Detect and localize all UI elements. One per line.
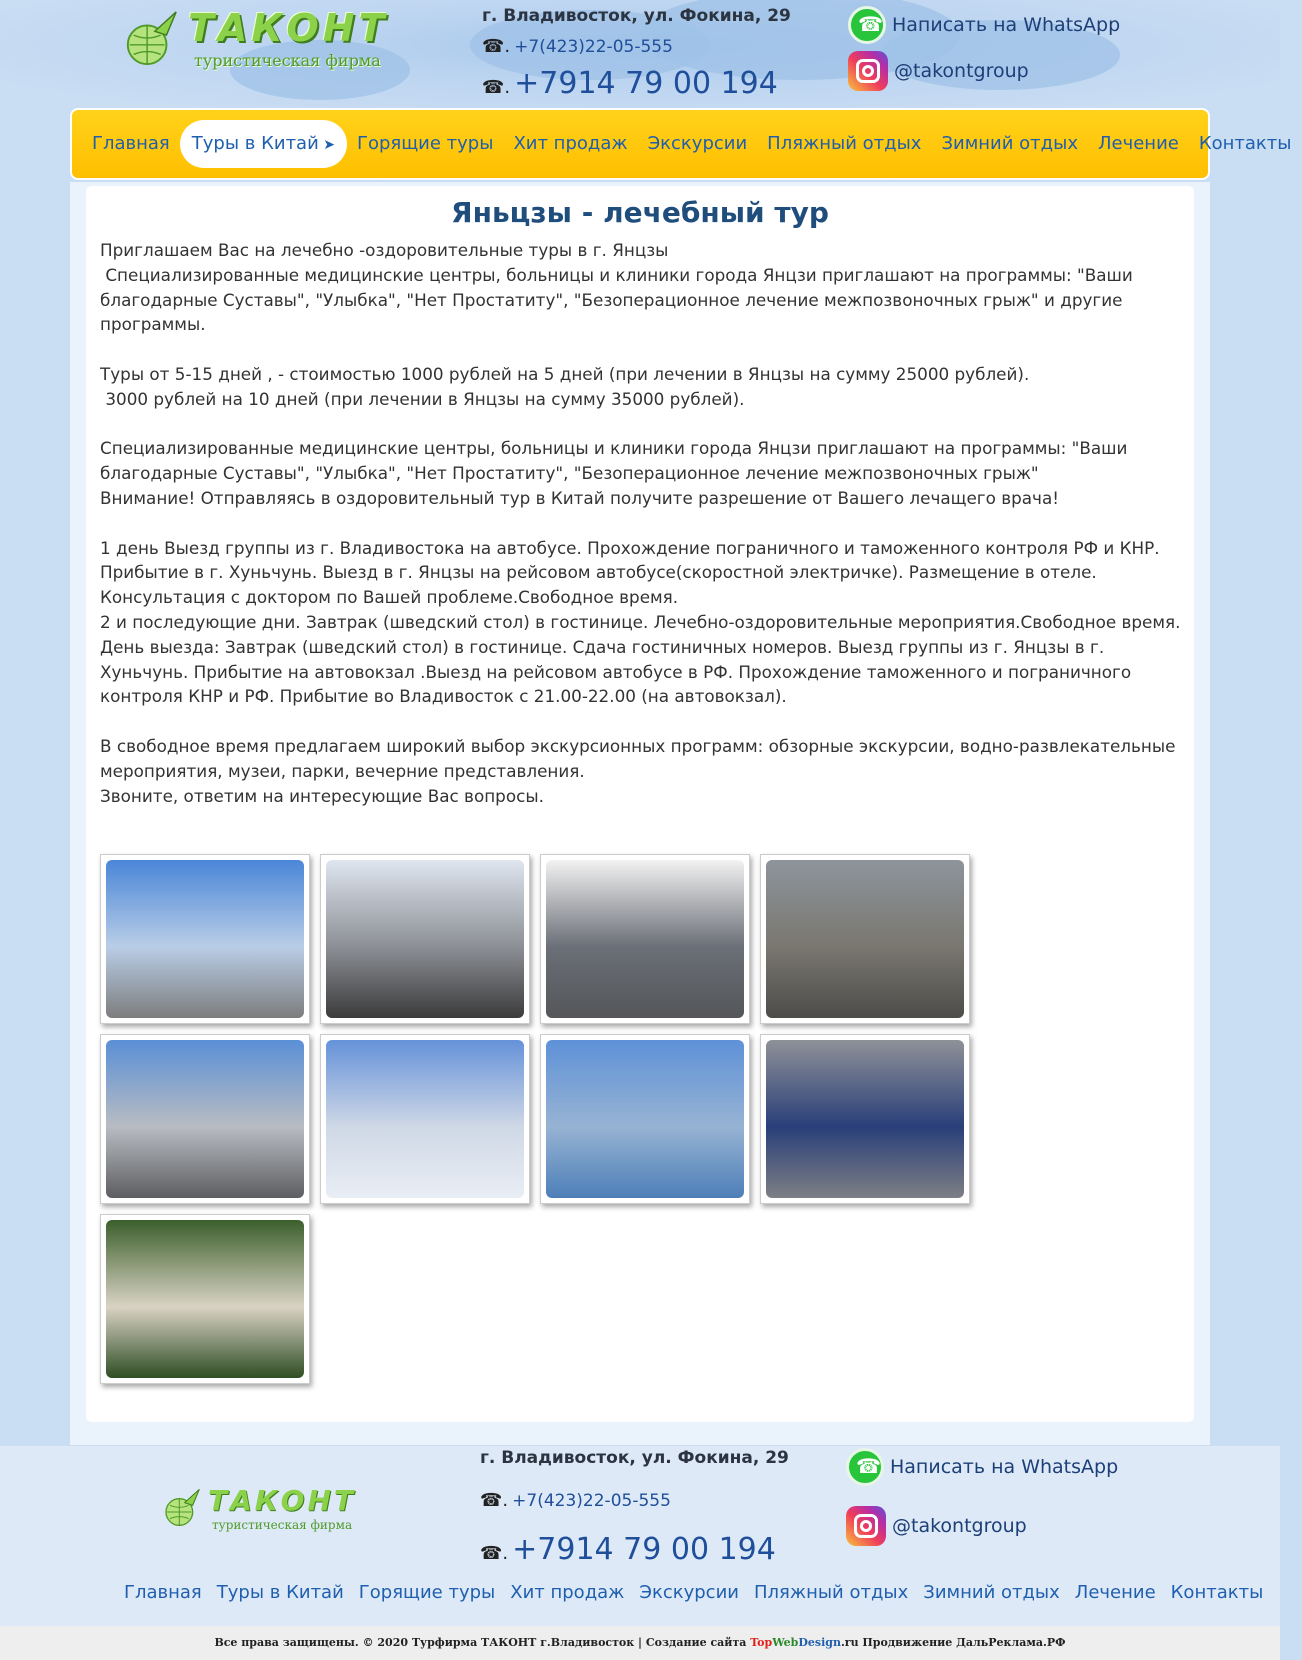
gallery-thumbnail[interactable] bbox=[100, 1214, 310, 1384]
header-contacts bbox=[482, 6, 791, 101]
main-nav bbox=[70, 108, 1292, 180]
page-title: Яньцзы - лечебный тур bbox=[451, 196, 829, 229]
header-phone-small[interactable]: ☎. +7(423)22-05-555 bbox=[482, 36, 673, 57]
logo-brand: ТАКОНТ bbox=[188, 6, 389, 50]
nav-item-contacts[interactable]: Контакты bbox=[1198, 133, 1292, 154]
photo-stadium bbox=[766, 1040, 964, 1198]
photo-city-avenue bbox=[106, 1040, 304, 1198]
footer-phone-small[interactable]: ☎. +7(423)22-05-555 bbox=[480, 1490, 671, 1511]
logo-tagline: туристическая фирма bbox=[194, 51, 381, 70]
footer-nav-home[interactable]: Главная bbox=[124, 1582, 202, 1603]
whatsapp-icon bbox=[848, 6, 886, 44]
article-paragraph: Туры от 5-15 дней , - стоимостью 1000 рублей на 5 дней (при лечении в Янцзы на сумму 25000 рублей). 3000 рублей на 10 дней (при лечении в Янцзы на сумму 35000 рублей). bbox=[100, 363, 1030, 409]
instagram-icon bbox=[846, 1506, 886, 1546]
nav-item-excursions[interactable]: Экскурсии bbox=[647, 133, 748, 154]
developer-link[interactable]: TopWebDesign bbox=[750, 1636, 841, 1649]
footer-address: г. Владивосток, ул. Фокина, 29 bbox=[480, 1448, 789, 1468]
gallery-thumbnail[interactable] bbox=[320, 854, 530, 1024]
nav-item-home[interactable]: Главная bbox=[92, 133, 170, 154]
main-content bbox=[86, 186, 1194, 1422]
footer-logo-tagline: туристическая фирма bbox=[212, 1518, 353, 1532]
nav-item-hot-tours[interactable]: Горящие туры bbox=[356, 133, 494, 154]
footer-nav bbox=[124, 1582, 1278, 1603]
photo-winter-square bbox=[326, 1040, 524, 1198]
footer-nav-beach[interactable]: Пляжный отдых bbox=[753, 1582, 909, 1603]
instagram-icon bbox=[848, 51, 888, 91]
gallery-thumbnail[interactable] bbox=[540, 1034, 750, 1204]
header-address: г. Владивосток, ул. Фокина, 29 bbox=[482, 6, 791, 26]
article-paragraph: 1 день Выезд группы из г. Владивостока на автобусе. Прохождение пограничного и таможенного контроля РФ и КНР. Прибытие в г. Хуньчунь. Выезд в г. Янцзы на рейсовом автобусе(скоростной электричке). Размещение в отеле. Консультация с доктором по Вашей проблеме.Свободное время. 2 и последующие дни. Завтрак (шведский стол) в гостинице. Лечебно-оздоровительные мероприятия.Свободное время. День выезда: Завтрак (шведский стол) в гостинице. Сдача гостиничных номеров. Выезд группы из г. Янцзы в г. Хуньчунь. Прибытие на автовокзал .Выезд на рейсовом автобусе в РФ. Прохождение таможенного и пограничного контроля КНР и РФ. Прибытие во Владивосток с 21.00-22.00 (на автовокзал). bbox=[100, 537, 1181, 707]
gallery-thumbnail[interactable] bbox=[760, 854, 970, 1024]
nav-item-treatment[interactable]: Лечение bbox=[1097, 133, 1179, 154]
whatsapp-icon bbox=[846, 1448, 884, 1486]
phone-icon: ☎. bbox=[480, 1543, 509, 1564]
photo-garden bbox=[106, 1220, 304, 1378]
article-paragraph: Специализированные медицинские центры, больницы и клиники города Янцзи приглашают на программы: "Ваши благодарные Суставы", "Улыбка", "Нет Простатиту", "Безоперационное лечение межпозвоночных грыж" Внимание! Отправляясь в оздоровительный тур в Китай получите разрешение от Вашего лечащего врача! bbox=[100, 438, 1128, 508]
site-footer bbox=[0, 1446, 1280, 1626]
photo-city-crossroad bbox=[546, 860, 744, 1018]
footer-logo-brand: ТАКОНТ bbox=[208, 1484, 356, 1517]
globe-logo-icon bbox=[162, 1488, 202, 1528]
site-header bbox=[0, 0, 1280, 108]
article-paragraph: Приглашаем Вас на лечебно -оздоровительные туры в г. Янцзы Специализированные медицинские центры, больницы и клиники города Янцзи приглашают на программы: "Ваши благодарные Суставы", "Улыбка", "Нет Простатиту", "Безоперационное лечение межпозвоночных грыж" и другие программы. bbox=[100, 240, 1133, 335]
nav-item-winter[interactable]: Зимний отдых bbox=[941, 133, 1078, 154]
photo-river-buildings bbox=[766, 860, 964, 1018]
footer-nav-winter[interactable]: Зимний отдых bbox=[923, 1582, 1060, 1603]
copyright-bar: Все права защищены. © 2020 Турфирма ТАКОНТ г.Владивосток | Создание сайта TopWebDesign.ru Продвижение ДальРеклама.РФ bbox=[0, 1626, 1280, 1660]
nav-item-beach[interactable]: Пляжный отдых bbox=[767, 133, 922, 154]
gallery-thumbnail[interactable] bbox=[100, 1034, 310, 1204]
footer-nav-china-tours[interactable]: Туры в Китай bbox=[216, 1582, 344, 1603]
globe-logo-icon bbox=[122, 10, 180, 68]
footer-nav-contacts[interactable]: Контакты bbox=[1170, 1582, 1264, 1603]
photo-promenade bbox=[546, 1040, 744, 1198]
nav-item-bestsellers[interactable]: Хит продаж bbox=[513, 133, 628, 154]
phone-icon: ☎. bbox=[480, 1490, 509, 1511]
instagram-link[interactable]: @takontgroup bbox=[848, 50, 1120, 92]
photo-sculpture-embankment bbox=[106, 860, 304, 1018]
phone-icon: ☎. bbox=[482, 77, 511, 98]
gallery-thumbnail[interactable] bbox=[760, 1034, 970, 1204]
site-logo[interactable] bbox=[120, 6, 400, 76]
header-social bbox=[848, 4, 1120, 96]
footer-nav-excursions[interactable]: Экскурсии bbox=[639, 1582, 739, 1603]
footer-whatsapp-link[interactable]: ☎ Написать на WhatsApp bbox=[846, 1448, 1118, 1486]
footer-logo[interactable] bbox=[162, 1484, 382, 1534]
photo-winter-street bbox=[326, 860, 524, 1018]
phone-icon: ☎. bbox=[482, 36, 511, 57]
article-body bbox=[100, 238, 1190, 808]
photo-gallery bbox=[100, 854, 980, 1384]
footer-nav-hot-tours[interactable]: Горящие туры bbox=[358, 1582, 496, 1603]
header-phone-large[interactable]: ☎. +7914 79 00 194 bbox=[482, 66, 778, 101]
article-paragraph: В свободное время предлагаем широкий выбор экскурсионных программ: обзорные экскурсии, водно-развлекательные мероприятия, музеи, парки, вечерние представления. Звоните, ответим на интересующие Вас вопросы. bbox=[100, 735, 1176, 806]
gallery-thumbnail[interactable] bbox=[100, 854, 310, 1024]
footer-instagram-link[interactable]: @takontgroup bbox=[846, 1506, 1027, 1546]
footer-nav-treatment[interactable]: Лечение bbox=[1074, 1582, 1156, 1603]
nav-item-china-tours[interactable]: Туры в Китай ➤ bbox=[180, 120, 347, 168]
gallery-thumbnail[interactable] bbox=[540, 854, 750, 1024]
footer-nav-bestsellers[interactable]: Хит продаж bbox=[510, 1582, 625, 1603]
gallery-thumbnail[interactable] bbox=[320, 1034, 530, 1204]
whatsapp-link[interactable]: ☎ Написать на WhatsApp bbox=[848, 4, 1120, 46]
footer-phone-large[interactable]: ☎. +7914 79 00 194 bbox=[480, 1532, 776, 1567]
